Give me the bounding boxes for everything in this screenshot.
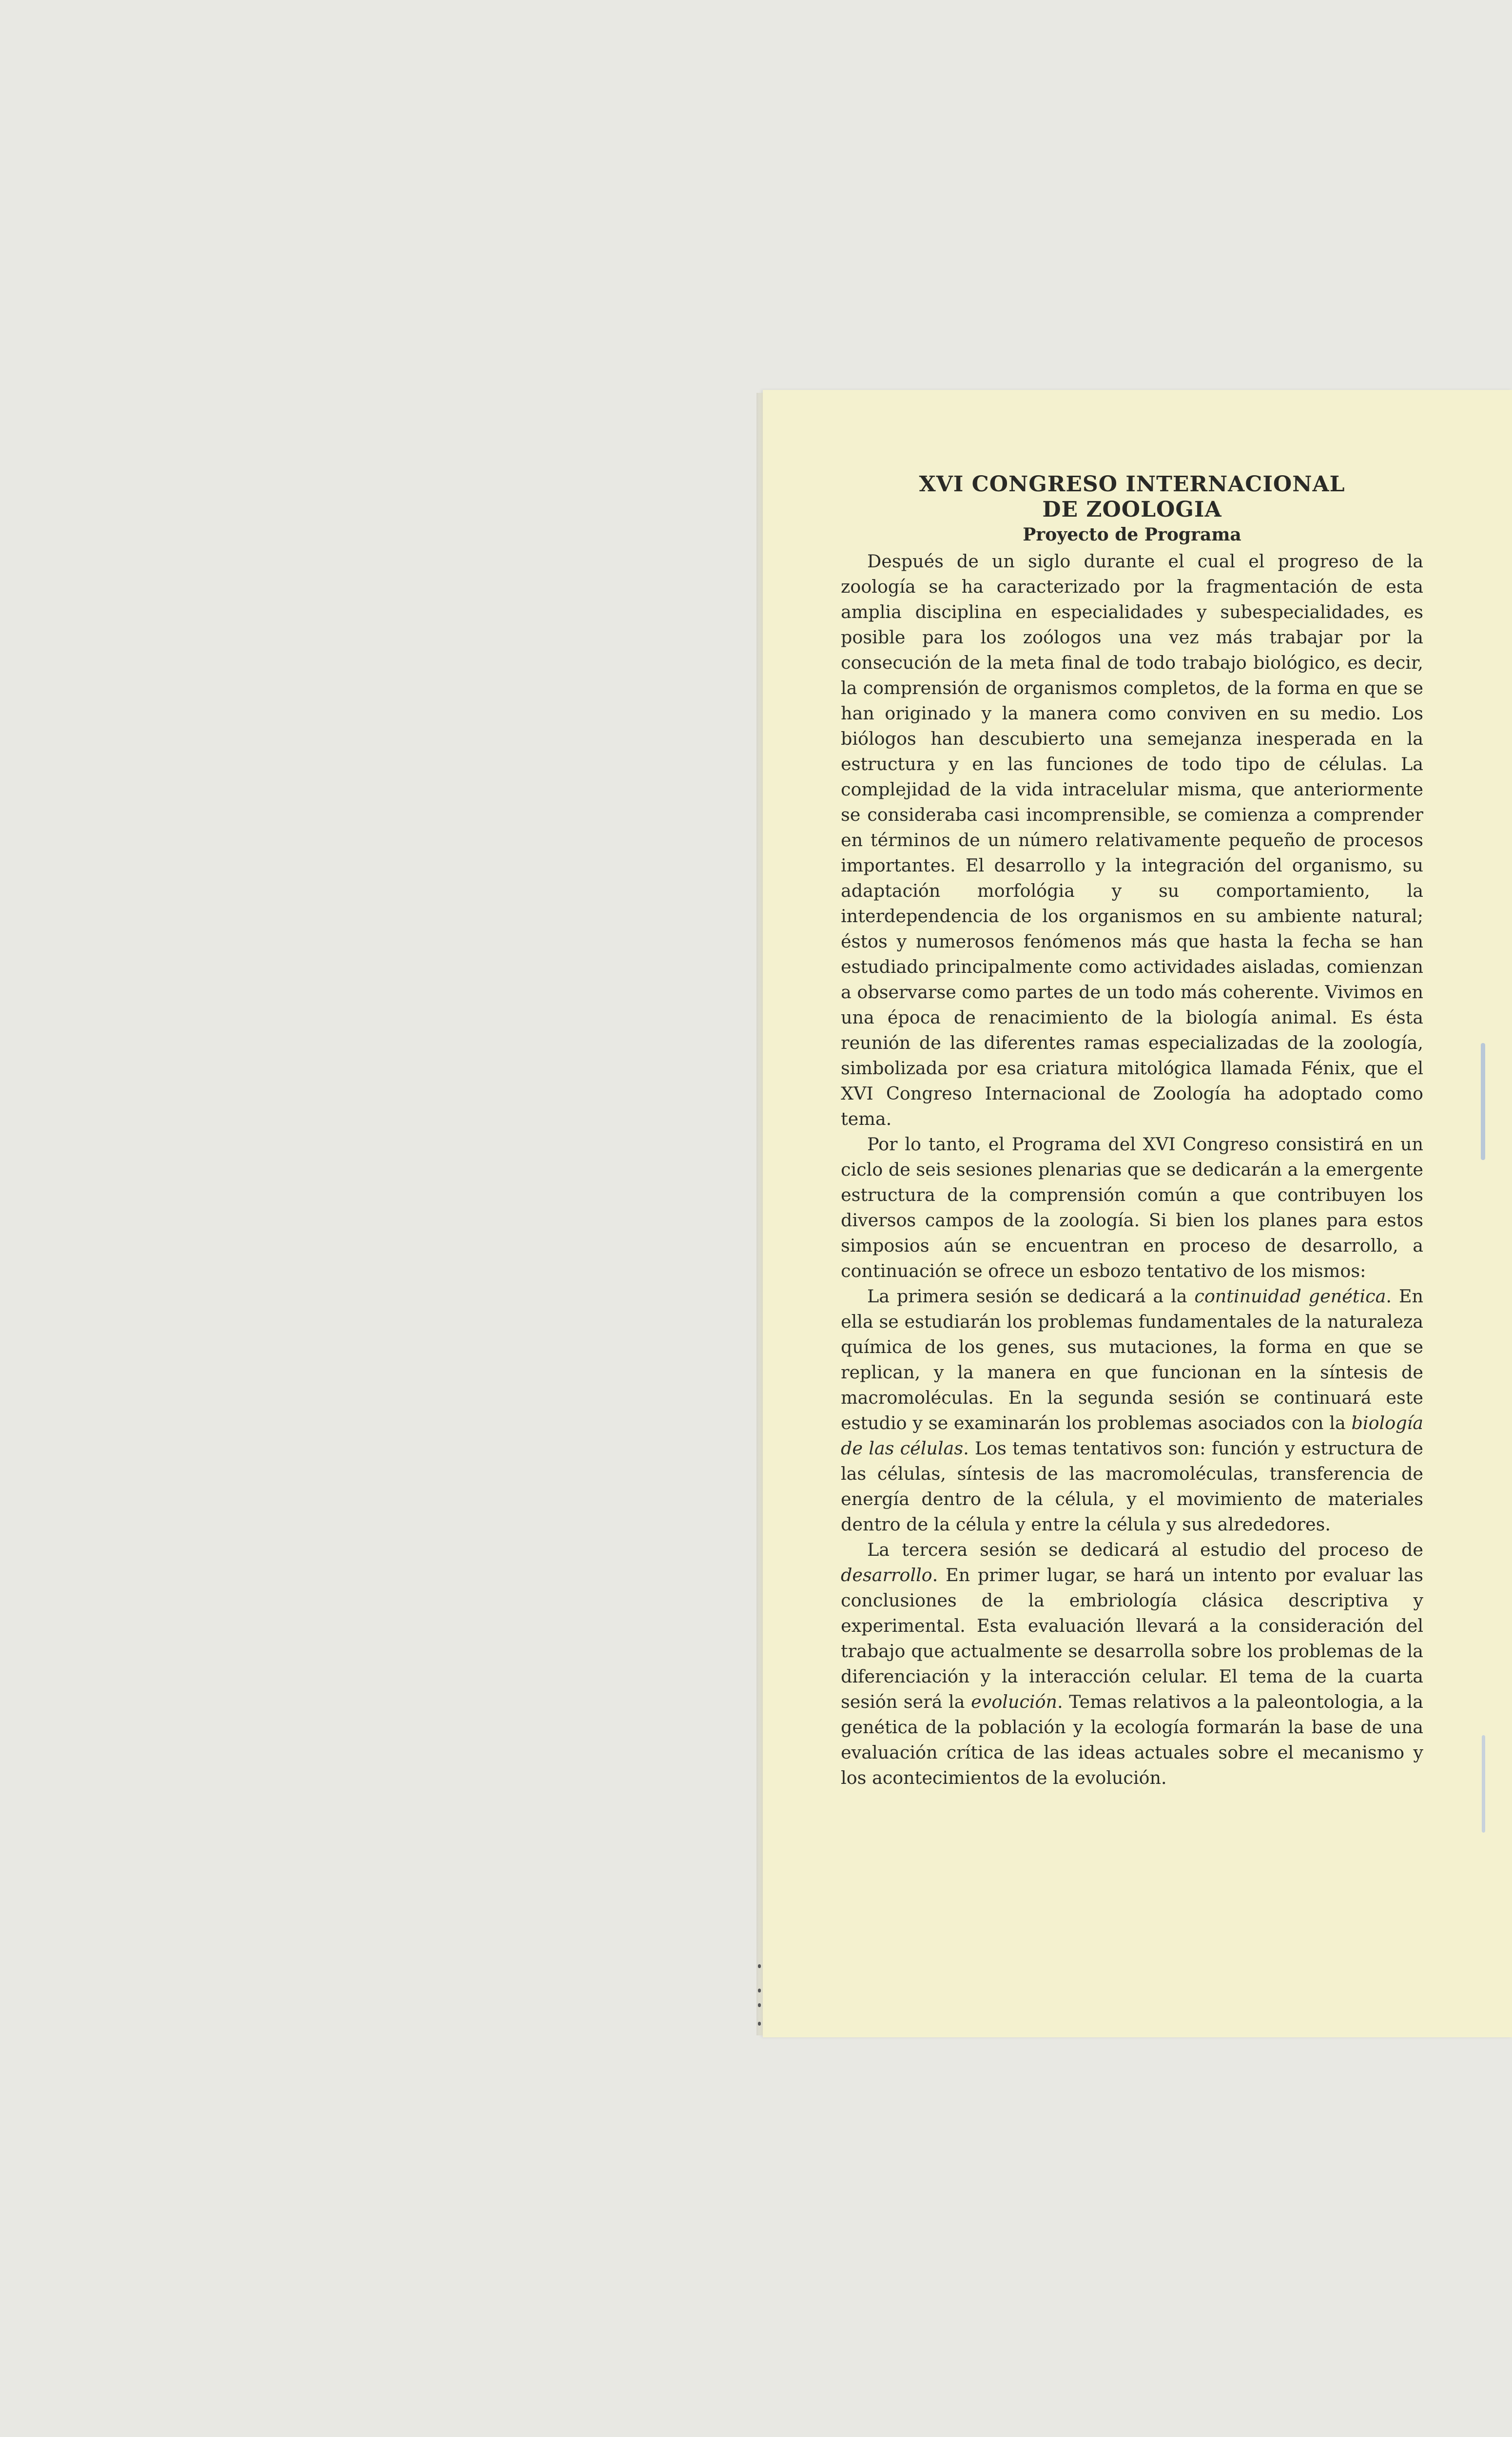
paragraph-3-part-b: . En ella se estudiarán los problemas fundamentales de la naturaleza química de los genes, sus mutaciones, la forma en que se replican, y la manera en que funcionan en la síntesis de macromoléculas. En la segunda sesión se continuará este estudio y se examinarán los problemas asociados con la bbox=[841, 1286, 1423, 1433]
title-line-1: XVI CONGRESO INTERNACIONAL bbox=[919, 472, 1345, 497]
paragraph-4-part-a: La tercera sesión se dedicará al estudio del proceso de bbox=[867, 1539, 1423, 1560]
paragraph-4-part-b: . En primer lugar, se hará un intento por evaluar las conclusiones de la embriología clásica descriptiva y experimental. Esta evaluación llevará a la consideración del trabajo que actualmente se desarrolla sobre los problemas de la diferenciación y la interacción celular. El tema de la cuarta sesión será la bbox=[841, 1565, 1423, 1712]
paragraph-2: Por lo tanto, el Programa del XVI Congreso consistirá en un ciclo de seis sesiones plenarias que se dedicarán a la emergente estructura de la comprensión común a que contribuyen los diversos campos de la zoología. Si bien los planes para estos simposios aún se encuentran en proceso de desarrollo, a continuación se ofrece un esbozo tentativo de los mismos: bbox=[841, 1134, 1423, 1281]
paragraph-4-emphasis-2: evolución bbox=[970, 1691, 1057, 1712]
paragraph-4 bbox=[841, 1537, 1423, 1791]
page-crease-mark bbox=[1481, 1043, 1485, 1160]
paragraph-3-part-a: La primera sesión se dedicará a la bbox=[867, 1286, 1195, 1307]
paragraph-4-part-c: . Temas relativos a la paleontologia, a la genética de la población y la ecología formarán la base de una evaluación crítica de las ideas actuales sobre el mecanismo y los acontecimientos de la evolución. bbox=[841, 1691, 1423, 1788]
paragraph-4-emphasis-1: desarrollo bbox=[841, 1565, 932, 1586]
title-line-2: DE ZOOLOGIA bbox=[1042, 497, 1222, 522]
binding-dots bbox=[757, 1964, 762, 2037]
paragraph-1: Después de un siglo durante el cual el progreso de la zoología se ha caracterizado por la fragmentación de esta amplia disciplina en especialidades y subespecialidades, es posible para los zoólogos una vez más trabajar por la consecución de la meta final de todo trabajo biológico, es decir, la comprensión de organismos completos, de la forma en que se han originado y la manera como conviven en su medio. Los biólogos han descubierto una semejanza inesperada en la estructura y en las funciones de todo tipo de células. La complejidad de la vida intracelular misma, que anteriormente se consideraba casi incomprensible, se comienza a comprender en términos de un número relativamente pequeño de procesos importantes. El desarrollo y la integración del organismo, su adaptación morfológia y su comportamiento, la interdependencia de los organismos en su ambiente natural; éstos y numerosos fenómenos más que hasta la fecha se han estudiado principalmente como actividades aisladas, comienzan a observarse como partes de un todo más coherente. Vivimos en una época de renacimiento de la biología animal. Es ésta reunión de las diferentes ramas especializadas de la zoología, simbolizada por esa criatura mitológica llamada Fénix, que el XVI Congreso Internacional de Zoología ha adoptado como tema. bbox=[841, 551, 1423, 1129]
paragraph-3-part-c: . Los temas tentativos son: función y estructura de las células, síntesis de las macromoléculas, transferencia de energía dentro de la célula, y el movimiento de materiales dentro de la célula y entre la célula y sus alrededores. bbox=[841, 1438, 1423, 1535]
paragraph-3 bbox=[841, 1284, 1423, 1537]
paragraph-3-emphasis-2: biología de las células bbox=[841, 1412, 1423, 1459]
paragraph-3-emphasis-1: continuidad genética bbox=[1194, 1286, 1386, 1307]
subtitle: Proyecto de Programa bbox=[1023, 524, 1241, 545]
page-edge bbox=[756, 393, 763, 2035]
article bbox=[841, 472, 1423, 1791]
page-crease-mark-lower bbox=[1482, 1735, 1485, 1833]
